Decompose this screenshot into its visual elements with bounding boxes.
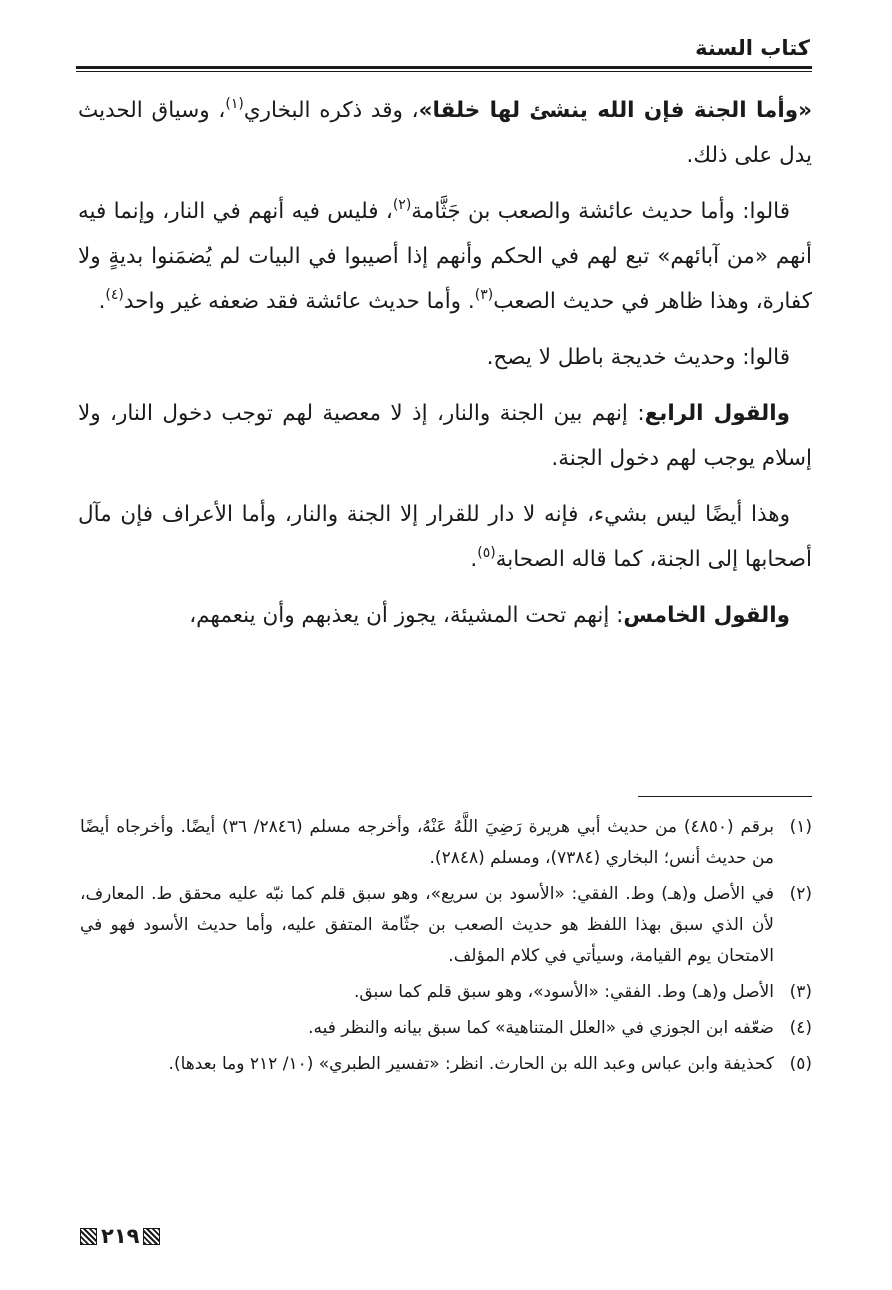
paragraph-2 bbox=[78, 189, 812, 324]
footnote-number: (٣) bbox=[789, 982, 812, 1002]
footnote-2 bbox=[80, 879, 812, 972]
header-rule-thin bbox=[76, 71, 812, 72]
paragraph-2-text-b: ، فليس فيه أنهم في النار، وإنما فيه أنهم «من آبائهم» تبع لهم في الحكم وأنهم إذا أصيبوا في البيات لم يُضمَنوا بديةٍ ولا كفارة، وهذا ظاهر في حديث الصعب bbox=[78, 199, 812, 314]
footnote-ref-3[interactable]: (٣) bbox=[474, 287, 494, 303]
paragraph-5-end: . bbox=[470, 547, 478, 572]
paragraph-3: قالوا: وحديث خديجة باطل لا يصح. bbox=[486, 345, 790, 370]
footnote-4 bbox=[80, 1013, 812, 1044]
footnote-text: كحذيفة وابن عباس وعبد الله بن الحارث. انظر: «تفسير الطبري» (١٠/ ٢١٢ وما بعدها). bbox=[168, 1054, 774, 1074]
paragraph-1-text-b: ، وسياق الحديث يدل على ذلك. bbox=[78, 98, 812, 168]
ornament-icon bbox=[143, 1228, 160, 1245]
footnote-text: ضعّفه ابن الجوزي في «العلل المتناهية» كما سبق بيانه والنظر فيه. bbox=[308, 1018, 774, 1038]
page-header bbox=[76, 30, 812, 70]
ornament-icon bbox=[80, 1228, 97, 1245]
paragraph-6-text: : إنهم تحت المشيئة، يجوز أن يعذبهم وأن ينعمهم، bbox=[189, 603, 624, 628]
book-title: كتاب السنة bbox=[695, 36, 810, 60]
paragraph-1-text-a: ، وقد ذكره البخاري bbox=[243, 98, 419, 123]
page-number-block bbox=[80, 1224, 160, 1248]
paragraph-1 bbox=[78, 88, 812, 178]
page-number: ٢١٩ bbox=[101, 1224, 140, 1248]
paragraph-4 bbox=[78, 391, 812, 481]
footnote-separator bbox=[638, 796, 812, 797]
footnote-5 bbox=[80, 1049, 812, 1080]
footnote-3 bbox=[80, 977, 812, 1008]
quoted-hadith: «وأما الجنة فإن الله ينشئ لها خلقا» bbox=[418, 98, 812, 123]
paragraph-2-text-a: قالوا: وأما حديث عائشة والصعب بن جَثَّامة bbox=[411, 199, 790, 224]
paragraph-4-text: : إنهم بين الجنة والنار، إذ لا معصية لهم توجب دخول النار، ولا إسلام يوجب لهم دخول الجنة. bbox=[78, 401, 812, 471]
footnote-number: (٤) bbox=[789, 1018, 812, 1038]
footnote-ref-5[interactable]: (٥) bbox=[477, 545, 496, 561]
footnote-text: في الأصل و(هـ) وط. الفقي: «الأسود بن سريع»، وهو سبق قلم كما نبّه عليه محقق ط. المعارف، لأن الذي سبق بهذا اللفظ هو حديث الصعب بن جثّامة المتفق عليه، وأما حديث الأسود فهو في الامتحان يوم القيامة، وسيأتي في كلام المؤلف. bbox=[80, 884, 774, 966]
header-rule-thick bbox=[76, 66, 812, 69]
fifth-opinion-heading: والقول الخامس bbox=[623, 603, 790, 628]
paragraph-2-text-d: . bbox=[98, 289, 106, 314]
paragraph-2-text-c: . وأما حديث عائشة فقد ضعفه غير واحد bbox=[123, 289, 475, 314]
footnote-ref-2[interactable]: (٢) bbox=[392, 197, 412, 213]
footnote-number: (١) bbox=[789, 817, 812, 837]
paragraph-6 bbox=[78, 593, 812, 638]
paragraph-5 bbox=[78, 492, 812, 582]
footnote-ref-4[interactable]: (٤) bbox=[105, 287, 124, 303]
main-text bbox=[78, 88, 812, 649]
footnotes bbox=[80, 812, 812, 1085]
footnote-1 bbox=[80, 812, 812, 874]
footnote-number: (٢) bbox=[789, 884, 812, 904]
paragraph-5-text: وهذا أيضًا ليس بشيء، فإنه لا دار للقرار إلا الجنة والنار، وأما الأعراف فإن مآل أصحابها إلى الجنة، كما قاله الصحابة bbox=[78, 502, 812, 572]
footnote-text: برقم (٤٨٥٠) من حديث أبي هريرة رَضِيَ اللَّهُ عَنْهُ، وأخرجه مسلم (٢٨٤٦/ ٣٦) أيضًا. وأخرجاه أيضًا من حديث أنس؛ البخاري (٧٣٨٤)، ومسلم (٢٨٤٨). bbox=[80, 817, 774, 868]
footnote-text: الأصل و(هـ) وط. الفقي: «الأسود»، وهو سبق قلم كما سبق. bbox=[353, 982, 774, 1002]
footnote-ref-1[interactable]: (١) bbox=[225, 96, 244, 112]
fourth-opinion-heading: والقول الرابع bbox=[644, 401, 790, 426]
footnote-number: (٥) bbox=[789, 1054, 812, 1074]
